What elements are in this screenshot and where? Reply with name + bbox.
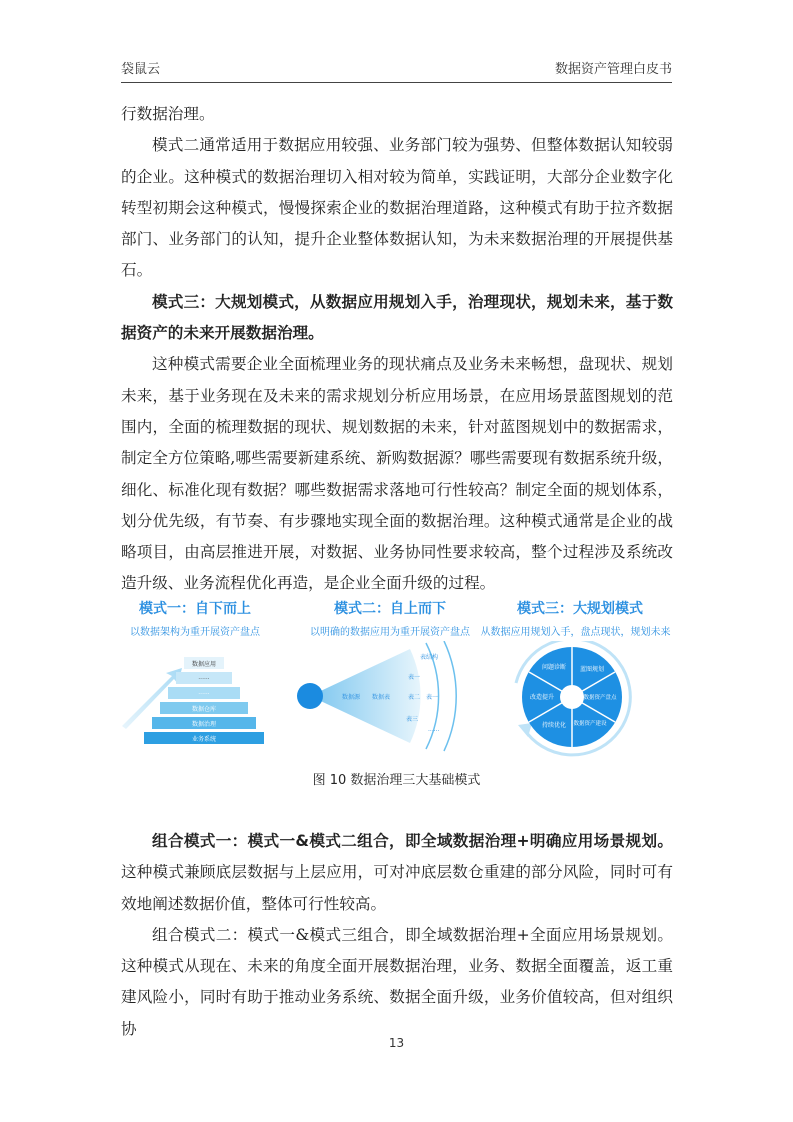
layer-label: 数据仓库: [191, 706, 217, 713]
cycle-center: [560, 685, 584, 709]
figure-three-modes: [110, 596, 683, 791]
cycle-label: 改造提升: [529, 694, 555, 701]
fan-diagram: [297, 641, 456, 751]
paragraph: [121, 920, 673, 1045]
layer-label: 数据治理: [191, 721, 217, 728]
page-number: 13: [388, 1036, 405, 1050]
layer-label: ······: [198, 691, 210, 698]
cycle-label: 数据资产盘点: [583, 695, 617, 701]
fan-label: 表结构: [420, 654, 439, 661]
paragraph-rest: 这种模式兼顾底层数据与上层应用，可对冲底层数仓重建的部分风险，同时可有效地阐述数据价值，整体可行性较高。: [121, 863, 673, 913]
panel2-subtitle: 以明确的数据应用为重开展资产盘点: [310, 627, 470, 638]
panel3-subtitle: 从数据应用规划入手，盘点现状，规划未来: [480, 627, 671, 638]
body-text-bottom: [121, 826, 673, 1045]
cycle-label: 数据资产建设: [573, 721, 607, 727]
paragraph: 这种模式需要企业全面梳理业务的现状痛点及业务未来畅想，盘现状、规划未来，基于业务现在及未来的需求规划分析应用场景，在应用场景蓝图规划的范围内，全面的梳理数据的现状、规划数据的未来，针对蓝图规划中的数据需求，制定全方位策略,哪些需要新建系统、新购数据源？哪些需要现有数据系统升级，细化、标准化现有数据？哪些数据需求落地可行性较高？制定全面的规划体系，划分优先级，有节奏、有步骤地实现全面的数据治理。这种模式通常是企业的战略项目，由高层推进开展，对数据、业务协同性要求较高，整个过程涉及系统改造升级、业务流程优化再造，是企业全面升级的过程。: [121, 355, 673, 593]
source-node: [297, 683, 323, 709]
fan-label: 表一: [426, 694, 439, 701]
cycle-label: 问题诊断: [541, 664, 567, 671]
paragraph-lead-bold: 组合模式一：模式一&模式二组合，即全域数据治理+明确应用场景规划。: [152, 832, 673, 850]
paragraph: 行数据治理。: [121, 105, 215, 123]
fan-label: 表三: [406, 716, 419, 723]
layer-label: ······: [198, 676, 210, 683]
fan-shape: [310, 649, 421, 743]
layer-label: 业务系统: [191, 736, 217, 743]
header-doc-title: 数据资产管理白皮书: [554, 62, 672, 77]
cycle-diagram: [516, 641, 630, 755]
figure-caption: 图 10 数据治理三大基础模式: [312, 773, 481, 788]
fan-label: ······: [428, 728, 440, 735]
paragraph: 模式二通常适用于数据应用较强、业务部门较为强势、但整体数据认知较弱的企业。这种模式的数据治理切入相对较为简单，实践证明，大部分企业数字化转型初期会这种模式，慢慢探索企业的数据治理道路，这种模式有助于拉齐数据部门、业务部门的认知，提升企业整体数据认知，为未来数据治理的开展提供基石。: [121, 136, 673, 280]
fan-label: 表一: [408, 674, 421, 681]
fan-label: 数据表: [372, 694, 391, 701]
cycle-label: 蓝图规划: [579, 666, 605, 673]
paragraph: [121, 826, 673, 920]
header-brand: 袋鼠云: [121, 62, 161, 77]
page-header: [121, 56, 672, 83]
panel1-subtitle: 以数据架构为重开展资产盘点: [130, 627, 260, 638]
panel3-title: 模式三：大规划模式: [517, 601, 643, 617]
fan-label: 表二: [408, 694, 421, 701]
panel1-title: 模式一：自下而上: [139, 601, 251, 617]
arc-line: [444, 641, 456, 751]
paragraph-rest: 这种模式从现在、未来的角度全面开展数据治理，业务、数据全面覆盖，返工重建风险小，同时有助于推动业务系统、数据全面升级，业务价值较高，但对组织协: [121, 957, 673, 1038]
panel2-title: 模式二：自上而下: [334, 601, 446, 617]
cycle-label: 持续优化: [541, 722, 567, 729]
body-text-top: [121, 99, 673, 600]
staircase-diagram: [122, 657, 264, 744]
layer-label: 数据应用: [191, 661, 217, 668]
paragraph-lead: 组合模式二：模式一&模式三组合，即全域数据治理+全面应用场景规划。: [152, 925, 673, 944]
paragraph-bold: 模式三：大规划模式，从数据应用规划入手，治理现状，规划未来，基于数据资产的未来开展数据治理。: [121, 292, 673, 343]
fan-label: 数据源: [342, 694, 361, 701]
